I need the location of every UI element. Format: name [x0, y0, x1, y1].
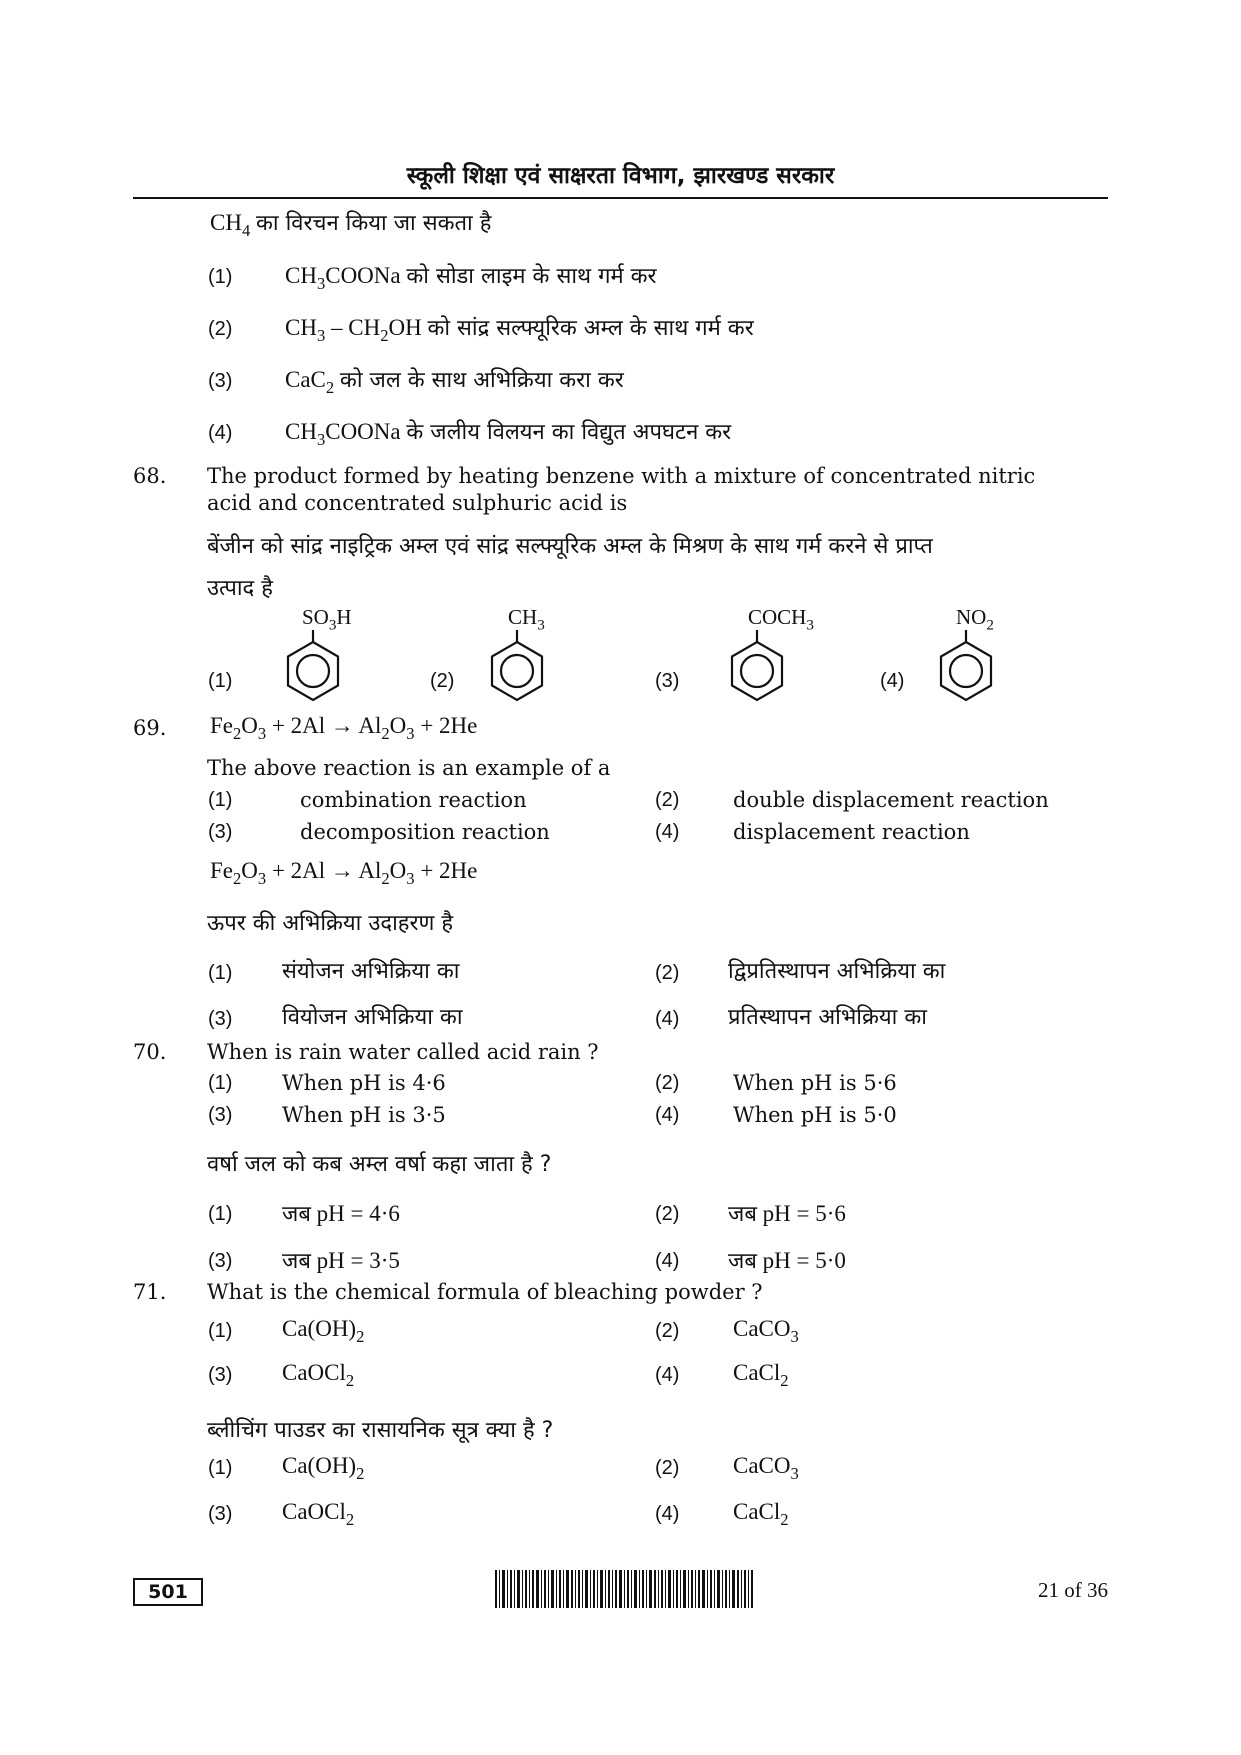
- q70-option-number: (1): [208, 1072, 233, 1094]
- q69-stem-hi: ऊपर की अभिक्रिया उदाहरण है: [207, 911, 454, 936]
- q71-stem-hi: ब्लीचिंग पाउडर का रासायनिक सूत्र क्या है ?: [207, 1418, 554, 1443]
- q69-option-en-2: double displacement reaction: [733, 788, 1049, 812]
- q70-option-number: (3): [208, 1104, 233, 1126]
- q71-option-number: (4): [655, 1503, 680, 1525]
- q69-option-en-3: decomposition reaction: [300, 820, 550, 844]
- header-divider: [133, 197, 1108, 199]
- q71-option-en-3: CaOCl$_2$: [282, 1360, 355, 1390]
- q70-option-en-1: When pH is 4·6: [282, 1071, 446, 1095]
- q69-option-en-1: combination reaction: [300, 788, 527, 812]
- substituent-label: $CH_3$: [508, 605, 545, 634]
- q70-option-number: (2): [655, 1203, 680, 1225]
- q70-option-en-3: When pH is 3·5: [282, 1103, 446, 1127]
- q68-stem-hi-line2: उत्पाद है: [207, 576, 273, 601]
- q70-option-hi-4: जब pH = 5·0: [728, 1248, 846, 1274]
- q70-option-number: (1): [208, 1203, 233, 1225]
- benzene-ring-methyl: [486, 630, 548, 710]
- q70-option-hi-3: जब pH = 3·5: [282, 1248, 400, 1274]
- q69-equation-en: $Fe_2O_3 + 2Al \to Al_2O_3 + 2He$: [210, 713, 478, 743]
- q67-option-number: (1): [208, 266, 233, 288]
- q70-option-hi-1: जब pH = 4·6: [282, 1201, 400, 1227]
- q71-option-number: (3): [208, 1364, 233, 1386]
- q69-option-number: (1): [208, 789, 233, 811]
- q69-option-number: (2): [655, 789, 680, 811]
- q69-option-hi-1: संयोजन अभिक्रिया का: [282, 959, 460, 984]
- q68-stem-en-line2: acid and concentrated sulphuric acid is: [207, 491, 628, 515]
- q70-option-number: (2): [655, 1072, 680, 1094]
- q71-option-hi-1: $Ca(OH)_2$: [282, 1453, 365, 1483]
- q70-option-number: (3): [208, 1250, 233, 1272]
- q67-option-number: (3): [208, 370, 233, 392]
- q69-option-number: (4): [655, 1008, 680, 1030]
- substituent-label: $NO_2$: [956, 605, 994, 634]
- question-number: 70.: [133, 1040, 167, 1064]
- q71-option-number: (2): [655, 1320, 680, 1342]
- q70-option-en-4: When pH is 5·0: [733, 1103, 897, 1127]
- q71-option-number: (1): [208, 1457, 233, 1479]
- substituent-label: $COCH_3$: [748, 605, 814, 634]
- q71-option-hi-4: CaCl$_2$: [733, 1499, 789, 1529]
- q71-option-number: (1): [208, 1320, 233, 1342]
- paper-code-box: 501: [133, 1578, 203, 1606]
- question-number: 69.: [133, 716, 167, 740]
- q69-option-number: (4): [655, 821, 680, 843]
- q69-option-hi-3: वियोजन अभिक्रिया का: [282, 1005, 463, 1030]
- q69-stem-en: The above reaction is an example of a: [207, 756, 611, 780]
- benzene-ring-acetyl: [726, 630, 788, 710]
- q69-option-number: (3): [208, 821, 233, 843]
- q68-option-number: (2): [430, 670, 455, 692]
- q71-option-number: (4): [655, 1364, 680, 1386]
- q69-option-number: (2): [655, 962, 680, 984]
- q67-option-number: (2): [208, 318, 233, 340]
- q70-option-hi-2: जब pH = 5·6: [728, 1201, 846, 1227]
- q69-option-en-4: displacement reaction: [733, 820, 970, 844]
- q69-option-hi-2: द्विप्रतिस्थापन अभिक्रिया का: [728, 959, 946, 984]
- q68-option-number: (4): [880, 670, 905, 692]
- question-number: 71.: [133, 1280, 167, 1304]
- q71-option-number: (3): [208, 1503, 233, 1525]
- q70-option-number: (4): [655, 1250, 680, 1272]
- q68-option-number: (3): [655, 670, 680, 692]
- q69-option-number: (3): [208, 1008, 233, 1030]
- barcode: [495, 1570, 753, 1608]
- q67-stem: $CH_4$ का विरचन किया जा सकता है: [210, 210, 492, 240]
- question-number: 68.: [133, 464, 167, 488]
- q67-option-4: $CH_3COONa$ के जलीय विलयन का विद्युत अपघटन कर: [285, 419, 732, 449]
- q71-option-en-1: $Ca(OH)_2$: [282, 1316, 365, 1346]
- q67-option-2: $CH_3 - CH_2OH$ को सांद्र सल्फ्यूरिक अम्ल के साथ गर्म कर: [285, 315, 754, 345]
- page-number: 21 of 36: [1038, 1578, 1108, 1602]
- q69-option-number: (1): [208, 962, 233, 984]
- q69-equation-hi: $Fe_2O_3 + 2Al \to Al_2O_3 + 2He$: [210, 858, 478, 888]
- q71-option-en-4: CaCl$_2$: [733, 1360, 789, 1390]
- q67-option-1: $CH_3COONa$ को सोडा लाइम के साथ गर्म कर: [285, 263, 657, 293]
- substituent-label: $SO_3H$: [302, 605, 352, 634]
- q69-option-hi-4: प्रतिस्थापन अभिक्रिया का: [728, 1005, 927, 1030]
- q68-stem-hi-line1: बेंजीन को सांद्र नाइट्रिक अम्ल एवं सांद्र सल्फ्यूरिक अम्ल के मिश्रण के साथ गर्म करने से प्राप्त: [207, 534, 933, 559]
- q71-option-en-2: CaCO$_3$: [733, 1316, 799, 1346]
- q68-option-number: (1): [208, 670, 233, 692]
- q70-option-en-2: When pH is 5·6: [733, 1071, 897, 1095]
- q67-option-number: (4): [208, 422, 233, 444]
- q71-stem-en: What is the chemical formula of bleaching powder ?: [207, 1280, 763, 1304]
- q67-option-3: CaC$_2$ को जल के साथ अभिक्रिया करा कर: [285, 367, 624, 397]
- page-header-title: स्कूली शिक्षा एवं साक्षरता विभाग, झारखण्ड सरकार: [406, 163, 835, 189]
- q71-option-hi-3: CaOCl$_2$: [282, 1499, 355, 1529]
- q68-stem-en-line1: The product formed by heating benzene with a mixture of concentrated nitric: [207, 464, 1036, 488]
- q71-option-hi-2: CaCO$_3$: [733, 1453, 799, 1483]
- q70-stem-en: When is rain water called acid rain ?: [207, 1040, 599, 1064]
- q70-option-number: (4): [655, 1104, 680, 1126]
- benzene-ring-sulfonic-acid: [282, 630, 344, 710]
- q70-stem-hi: वर्षा जल को कब अम्ल वर्षा कहा जाता है ?: [207, 1152, 552, 1177]
- q71-option-number: (2): [655, 1457, 680, 1479]
- benzene-ring-nitro: [935, 630, 997, 710]
